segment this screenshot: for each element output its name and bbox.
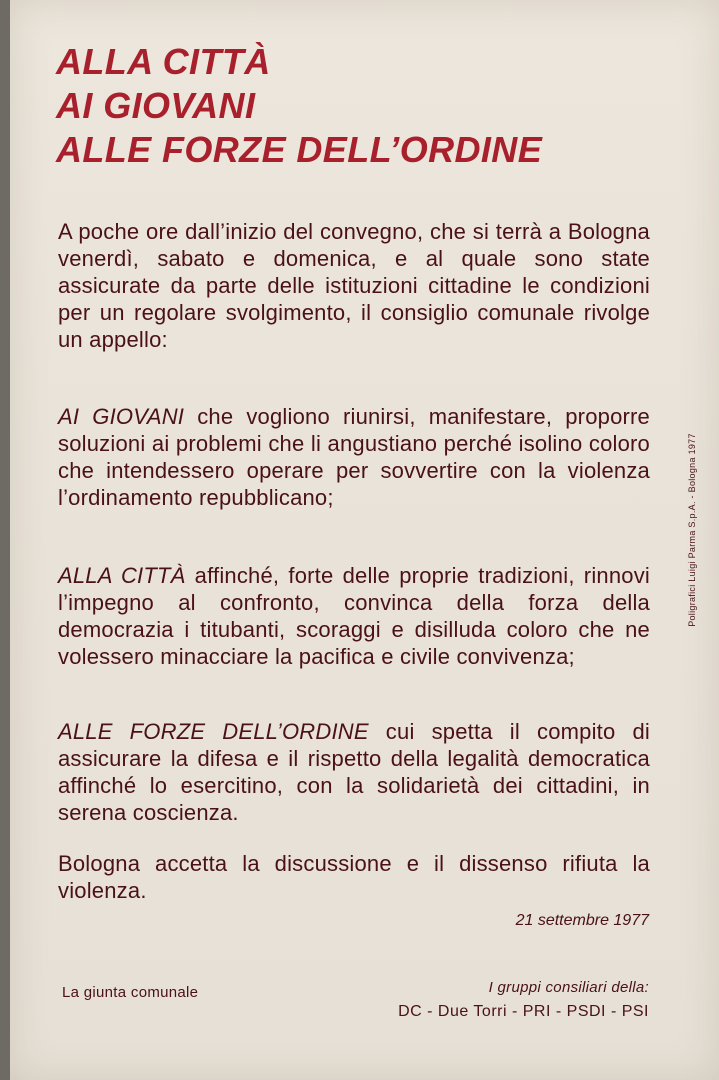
appeal-citta-text: affinché, forte delle proprie tradizioni, rinnovi l’impegno al confronto, convinca della forza della democrazia i titubanti, scoraggi e disilluda coloro che ne volessero minacciare la pacifica e civile convivenza; bbox=[58, 563, 650, 669]
appeal-giovani-lead: AI GIOVANI bbox=[58, 404, 185, 429]
signature-giunta: La giunta comunale bbox=[62, 984, 199, 1001]
headline bbox=[56, 40, 542, 172]
date: 21 settembre 1977 bbox=[515, 912, 649, 929]
headline-line-forze: ALLE FORZE DELL’ORDINE bbox=[56, 129, 543, 170]
intro-paragraph: A poche ore dall’inizio del convegno, che si terrà a Bologna venerdì, sabato e domenica, e al quale sono state assicurate da parte delle istituzioni cittadine le condizioni per un regolare svolgimento, il consiglio comunale rivolge un appello: bbox=[58, 219, 650, 352]
appeal-citta bbox=[58, 562, 650, 670]
appeal-giovani-text: che vogliono riunirsi, manifestare, proporre soluzioni ai problemi che li angustiano perché isolino coloro che intendessero operare per sovvertire con la violenza l’ordinamento repubblicano; bbox=[58, 404, 650, 510]
appeal-giovani bbox=[58, 403, 650, 511]
poster bbox=[10, 0, 719, 1080]
appeal-forze bbox=[58, 718, 650, 826]
signature-gruppi-label: I gruppi consiliari della: bbox=[488, 979, 649, 996]
headline-line-giovani: AI GIOVANI bbox=[56, 85, 256, 126]
headline-line-citta: ALLA CITTÀ bbox=[56, 41, 271, 82]
printer-credit: Poligrafici Luigi Parma S.p.A. - Bologna 1977 bbox=[687, 433, 697, 627]
appeal-citta-lead: ALLA CITTÀ bbox=[58, 563, 186, 588]
signature-gruppi-parties: DC - Due Torri - PRI - PSDI - PSI bbox=[398, 1003, 649, 1020]
appeal-forze-lead: ALLE FORZE DELL’ORDINE bbox=[58, 719, 369, 744]
appeal-forze-text: cui spetta il compito di assicurare la difesa e il rispetto della legalità democratica affinché lo esercitino, con la solidarietà dei cittadini, in serena coscienza. bbox=[58, 719, 651, 825]
closing-statement: Bologna accetta la discussione e il dissenso rifiuta la violenza. bbox=[58, 851, 650, 903]
